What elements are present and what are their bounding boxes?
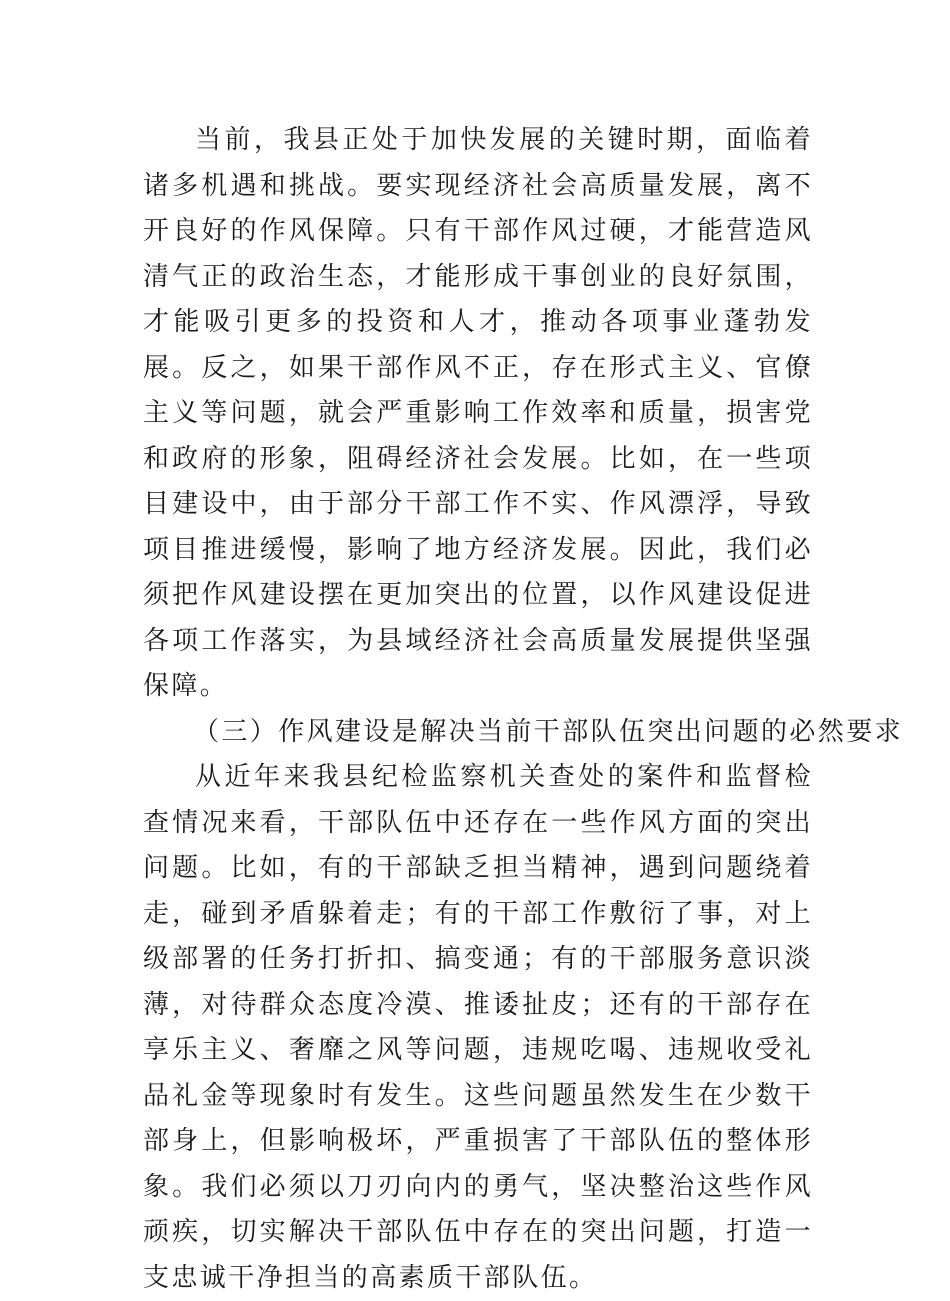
body-paragraph: 当前，我县正处于加快发展的关键时期，面临着诸多机遇和挑战。要实现经济社会高质量发展，离不开良好的作风保障。只有干部作风过硬，才能营造风清气正的政治生态，才能形成干事创业的良好氛围，才能吸引更多的投资和人才，推动各项事业蓬勃发展。反之，如果干部作风不正，存在形式主义、官僚主义等问题，就会严重影响工作效率和质量，损害党和政府的形象，阻碍经济社会发展。比如，在一些项目建设中，由于部分干部工作不实、作风漂浮，导致项目推进缓慢，影响了地方经济发展。因此，我们必须把作风建设摆在更加突出的位置，以作风建设促进各项工作落实，为县域经济社会高质量发展提供坚强保障。 bbox=[143, 125, 813, 701]
section-heading: （三）作风建设是解决当前干部队伍突出问题的必然要求 bbox=[193, 716, 904, 747]
body-paragraph: 从近年来我县纪检监察机关查处的案件和监督检查情况来看，干部队伍中还存在一些作风方面的突出问题。比如，有的干部缺乏担当精神，遇到问题绕着走，碰到矛盾躲着走；有的干部工作敷衍了事，对上级部署的任务打折扣、搞变通；有的干部服务意识淡薄，对待群众态度冷漠、推诿扯皮；还有的干部存在享乐主义、奢靡之风等问题，违规吃喝、违规收受礼品礼金等现象时有发生。这些问题虽然发生在少数干部身上，但影响极坏，严重损害了干部队伍的整体形象。我们必须以刀刃向内的勇气，坚决整治这些作风顽疾，切实解决干部队伍中存在的突出问题，打造一支忠诚干净担当的高素质干部队伍。 bbox=[143, 762, 813, 1293]
document-body bbox=[143, 118, 904, 1301]
